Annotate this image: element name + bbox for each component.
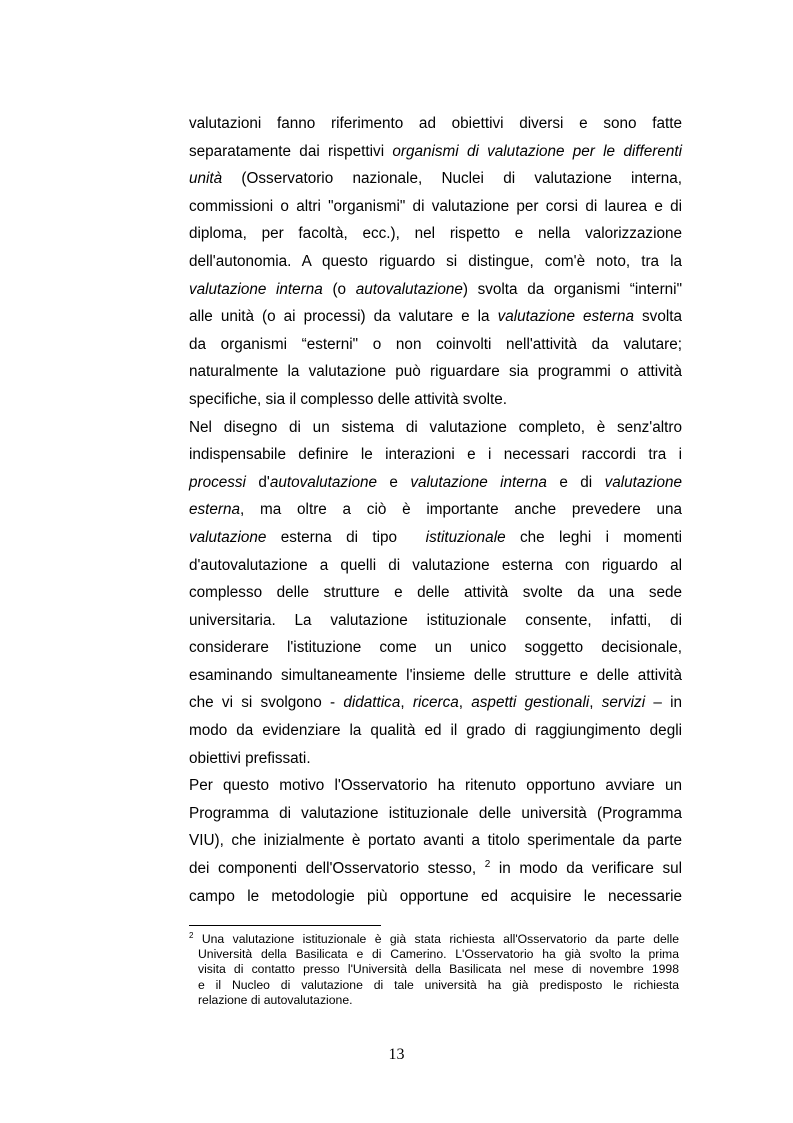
paragraph-1 [189, 110, 682, 414]
italic-run: ricerca [412, 694, 459, 712]
text-run: visita di contatto presso l'Università della Basilicata nel mese di novembre 1998 [198, 962, 679, 977]
text-line [189, 689, 682, 717]
italic-run: autovalutazione [355, 280, 463, 298]
text-run: da organismi “esterni" o non coinvolti nell'attività da valutare; [189, 335, 682, 353]
text-line [189, 717, 682, 745]
text-line [189, 110, 682, 138]
text-line [189, 303, 682, 331]
text-run: dei componenti dell'Osservatorio stesso, [189, 860, 485, 878]
text-line [189, 579, 682, 607]
text-run: Una valutazione istituzionale è già stata richiesta all'Osservatorio da parte delle [193, 932, 679, 946]
italic-run: aspetti gestionali [471, 694, 590, 712]
text-run: , [589, 694, 602, 712]
paragraph-3 [189, 772, 682, 910]
text-run: svolta [634, 308, 682, 326]
text-run: complesso delle strutture e delle attività svolte da una sede [189, 584, 682, 602]
text-line [189, 193, 682, 221]
text-run: modo da evidenziare la qualità ed il grado di raggiungimento degli [189, 722, 682, 740]
text-line [189, 745, 682, 773]
italic-run: valutazione interna [410, 473, 547, 491]
text-line [189, 800, 682, 828]
text-run: diploma, per facoltà, ecc.), nel rispetto e nella valorizzazione [189, 225, 682, 243]
text-run: che vi si svolgono - [189, 694, 344, 712]
text-run: universitaria. La valutazione istituzionale consente, infatti, di [189, 611, 682, 629]
text-run: – in [645, 694, 683, 712]
text-run: naturalmente la valutazione può riguardare sia programmi o attività [189, 363, 682, 381]
footnote-line [189, 962, 679, 977]
text-run: alle unità (o ai processi) da valutare e la [189, 308, 498, 326]
text-line [189, 248, 682, 276]
text-line [189, 414, 682, 442]
text-run: , [400, 694, 413, 712]
text-line [189, 524, 682, 552]
text-run: ) svolta da organismi “interni" [462, 280, 682, 298]
italic-run: istituzionale [425, 528, 506, 546]
italic-run: valutazione [604, 473, 682, 491]
italic-run: organismi di valutazione per le differenti [392, 142, 683, 160]
text-run: e [377, 473, 411, 491]
text-run: commissioni o altri "organismi" di valutazione per corsi di laurea e di [189, 197, 682, 215]
text-run: (o [322, 280, 356, 298]
text-run: Per questo motivo l'Osservatorio ha ritenuto opportuno avviare un [189, 777, 682, 795]
text-run: (Osservatorio nazionale, Nuclei di valutazione interna, [222, 170, 682, 188]
footnote-line [189, 932, 679, 947]
footnote-reference[interactable]: 2 [484, 858, 491, 870]
text-run: campo le metodologie più opportune ed acquisire le necessarie [189, 887, 682, 905]
text-line [189, 138, 682, 166]
text-run: Università della Basilicata e di Camerino. L'Osservatorio ha già svolto la prima [198, 947, 679, 962]
text-run: indispensabile definire le interazioni e i necessari raccordi tra i [189, 446, 682, 464]
text-line [189, 276, 682, 304]
text-run: in modo da verificare sul [490, 860, 682, 878]
text-run: dell'autonomia. A questo riguardo si distingue, com'è noto, tra la [189, 252, 682, 270]
text-run: Nel disegno di un sistema di valutazione completo, è senz'altro [189, 418, 682, 436]
text-run: valutazioni fanno riferimento ad obiettivi diversi e sono fatte [189, 115, 682, 132]
text-run: separatamente dai rispettivi [189, 142, 393, 160]
italic-run: valutazione esterna [497, 308, 634, 326]
text-line [189, 220, 682, 248]
page-number: 13 [388, 1046, 405, 1063]
text-run: d'autovalutazione a quelli di valutazione esterna con riguardo al [189, 556, 682, 574]
body-text [189, 110, 682, 910]
text-run: , [458, 694, 472, 712]
text-line [189, 883, 682, 911]
text-line [189, 607, 682, 635]
italic-run: unità [189, 170, 223, 188]
text-line [189, 386, 682, 414]
text-run: Programma di valutazione istituzionale delle università (Programma [189, 804, 682, 822]
footnote-line [189, 947, 679, 962]
italic-run: valutazione [189, 528, 267, 546]
footnote-separator [189, 925, 381, 926]
text-run: relazione di autovalutazione. [198, 992, 353, 1007]
text-line [189, 165, 682, 193]
text-line [189, 469, 682, 497]
text-line [189, 855, 682, 883]
italic-run: processi [189, 473, 246, 491]
text-run: d' [245, 473, 270, 491]
text-run: esaminando simultaneamente l'insieme delle strutture e delle attività [189, 666, 682, 684]
text-line [189, 331, 682, 359]
text-run: che leghi i momenti [505, 528, 682, 546]
text-run: esterna di tipo [266, 528, 426, 546]
text-line [189, 772, 682, 800]
text-line [189, 358, 682, 386]
text-line [189, 662, 682, 690]
italic-run: didattica [343, 694, 401, 712]
text-run: obiettivi prefissati. [189, 749, 311, 767]
footnote [189, 932, 679, 1008]
text-line [189, 827, 682, 855]
text-run: specifiche, sia il complesso delle attività svolte. [189, 390, 507, 408]
text-run: VIU), che inizialmente è portato avanti a titolo sperimentale da parte [189, 832, 682, 850]
text-line [189, 441, 682, 469]
footnote-marker: 2 [189, 930, 194, 940]
paragraph-2 [189, 414, 682, 773]
text-run: , ma oltre a ciò è importante anche prevedere una [240, 501, 682, 519]
italic-run: servizi [601, 694, 646, 712]
text-line [189, 496, 682, 524]
text-line [189, 634, 682, 662]
text-run: e di [546, 473, 605, 491]
italic-run: valutazione interna [189, 280, 323, 298]
italic-run: esterna [189, 501, 241, 519]
text-run: considerare l'istituzione come un unico soggetto decisionale, [189, 639, 682, 657]
text-run: e il Nucleo di valutazione di tale università ha già predisposto le richiesta [198, 977, 679, 992]
text-line [189, 552, 682, 580]
footnote-line [189, 993, 679, 1008]
italic-run: autovalutazione [269, 473, 377, 491]
footnote-line [189, 978, 679, 993]
